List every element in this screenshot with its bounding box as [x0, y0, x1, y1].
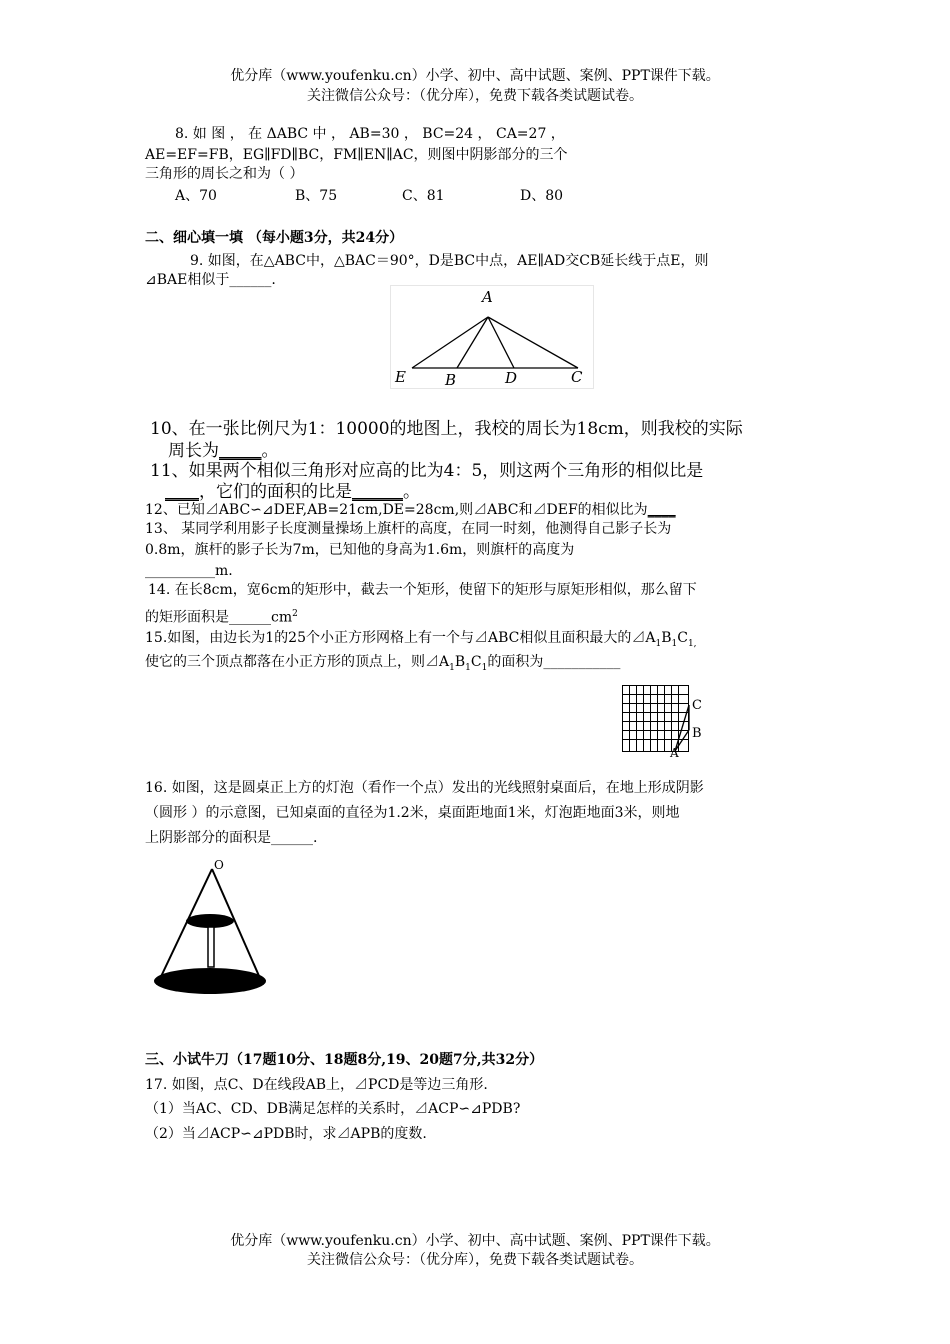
section-2-title: 二、细心填一填 （每小题3分，共24分）	[145, 230, 404, 246]
q17-line-3: （2）当⊿ACP∽⊿PDB时，求⊿APB的度数.	[145, 1126, 427, 1142]
q14-blank: ______	[229, 609, 271, 626]
q9-line-1: 9. 如图，在△ABC中，△BAC＝90°，D是BC中点，AE∥AD交CB延长线于点E，则	[190, 253, 709, 269]
q16-line-3: 上阴影部分的面积是______.	[145, 830, 318, 846]
q13-line-3: __________m.	[145, 563, 233, 579]
q15-line-2: 使它的三个顶点都落在小正方形的顶点上，则$⊿A_1B_1C_1$的面积为___________	[145, 654, 621, 673]
q15-blank: ___________	[543, 654, 621, 670]
q16-ground-shadow	[154, 968, 266, 994]
q16-line-2: （圆形 ）的示意图，已知桌面的直径为1.2米，桌面距地面1米，灯泡距地面3米，则地	[145, 805, 680, 821]
q9-label-e: E	[395, 368, 406, 386]
q9-line-2: ⊿BAE相似于______.	[145, 272, 276, 288]
q8-option-d: D、80	[520, 188, 564, 204]
q14-line-2: 的矩形面积是$\_\_\_\_\_\_cm^2$	[145, 609, 298, 626]
q8-line-1: 8. 如 图 ， 在 ΔABC 中 ， AB=30 ， BC=24 ， CA=27 ，	[175, 126, 565, 142]
q15-label-a: A	[670, 746, 679, 758]
q17-line-2: （1）当AC、CD、DB满足怎样的关系时，⊿ACP∽⊿PDB?	[145, 1101, 521, 1117]
q12-line: 12、已知⊿ABC∽⊿DEF,AB=21cm,DE=28cm,则⊿ABC和⊿DEF的相似比为____	[145, 502, 676, 518]
q16-table-top	[186, 914, 234, 928]
q9-label-c: C	[571, 368, 583, 386]
q9-label-b: B	[445, 371, 457, 389]
q8-line-3: 三角形的周长之和为（ ）	[145, 166, 304, 182]
section-3-title: 三、小试牛刀（17题10分、18题8分,19、20题7分,共32分）	[145, 1052, 544, 1068]
q14-line-1: 14. 在长8cm，宽6cm的矩形中，截去一个矩形，使留下的矩形与原矩形相似，那么留下	[148, 582, 697, 598]
q15-triangle-abc	[675, 705, 689, 751]
q11-line-1: 11、如果两个相似三角形对应高的比为4：5，则这两个三角形的相似比是	[150, 461, 704, 481]
q8-line-2: AE=EF=FB，EG∥FD∥BC，FM∥EN∥AC，则图中阴影部分的三个	[145, 147, 568, 163]
q12-blank: ____	[647, 502, 676, 518]
q16-line-1: 16. 如图，这是圆桌正上方的灯泡（看作一个点）发出的光线照射桌面后，在地上形成阴影	[145, 780, 704, 796]
q15-label-b: B	[692, 726, 702, 741]
q16-table-leg	[208, 927, 214, 967]
q15-grid-figure	[615, 683, 710, 758]
q9-triangle-figure	[390, 285, 595, 390]
q10-blank: _____	[219, 441, 262, 461]
q8-option-a: A、70	[175, 188, 217, 204]
q9-line-ae	[412, 317, 488, 368]
q13-blank: __________	[145, 563, 215, 579]
q11-blank-1: ____	[165, 482, 199, 502]
q16-lamp-figure	[145, 855, 275, 1005]
q15-line-1: 15.如图，由边长为1的25个小正方形网格上有一个与⊿ABC相似且面积最大的$⊿A_1B_1C_{1,}$	[145, 630, 697, 649]
q8-option-b: B、75	[295, 188, 338, 204]
q11-line-2: ____，它们的面积的比是______。	[165, 482, 420, 502]
q10-line-2: 周长为_____。	[168, 441, 279, 461]
q16-label-o: O	[214, 858, 224, 872]
q15-label-c: C	[692, 698, 702, 713]
footer-line-1: 优分库（www.youfenku.cn）小学、初中、高中试题、案例、PPT课件下载。	[230, 1233, 720, 1249]
q9-line-ab	[457, 317, 488, 368]
header-line-2: 关注微信公众号：（优分库），免费下载各类试题试卷。	[307, 88, 643, 104]
q8-option-c: C、81	[402, 188, 445, 204]
header-line-1: 优分库（www.youfenku.cn）小学、初中、高中试题、案例、PPT课件下载。	[230, 68, 720, 84]
q9-label-d: D	[505, 369, 518, 387]
q10-line-1: 10、在一张比例尺为1：10000的地图上，我校的周长为18cm，则我校的实际	[150, 419, 743, 439]
q11-blank-2: ______	[352, 482, 403, 502]
q13-line-2: 0.8m，旗杆的影子长为7m，已知他的身高为1.6m，则旗杆的高度为	[145, 542, 575, 558]
q13-line-1: 13、 某同学利用影子长度测量操场上旗杆的高度，在同一时刻，他测得自己影子长为	[145, 521, 672, 537]
q15-grid	[623, 686, 689, 752]
q9-label-a: A	[482, 288, 493, 306]
footer-line-2: 关注微信公众号：（优分库），免费下载各类试题试卷。	[307, 1252, 643, 1268]
q17-line-1: 17. 如图，点C、D在线段AB上，⊿PCD是等边三角形.	[145, 1077, 488, 1093]
